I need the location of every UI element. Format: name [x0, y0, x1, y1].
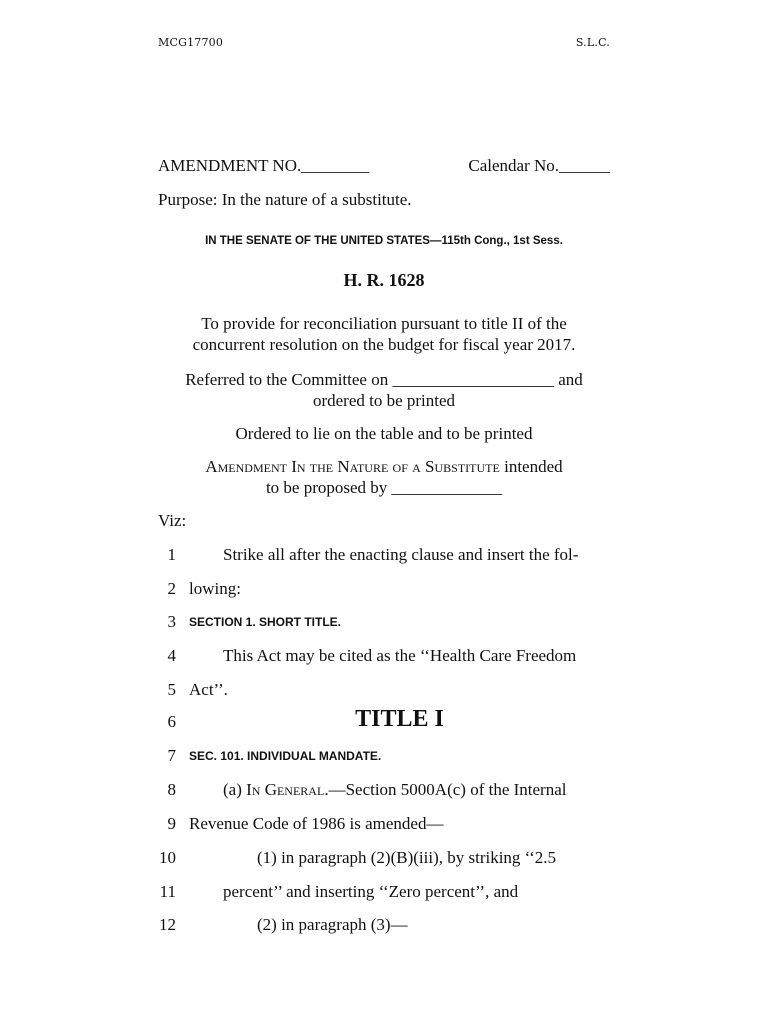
line-text: lowing: [189, 579, 241, 598]
line-number: 1 [167, 545, 176, 564]
description-line-1: To provide for reconciliation pursuant to title II of the [201, 314, 567, 333]
line-number: 10 [159, 848, 176, 867]
line-text: (2) in paragraph (3)— [257, 915, 408, 934]
line-text: percent’’ and inserting ‘‘Zero percent’’, and [223, 882, 519, 901]
referral [158, 369, 610, 411]
line-number: 4 [167, 646, 176, 665]
referral-line-1: Referred to the Committee on ___________________ and [185, 370, 583, 389]
substitute-amendment-note [158, 456, 610, 498]
ains-line-1 [158, 456, 610, 477]
ains-label: Amendment In the Nature of a Substitute [205, 457, 500, 476]
line-text [189, 780, 610, 800]
title-heading: TITLE I [355, 706, 444, 732]
line-number: 8 [167, 780, 176, 799]
bill-number: H. R. 1628 [343, 270, 425, 290]
line-number: 9 [167, 814, 176, 833]
line-number: 6 [167, 712, 176, 731]
subsection-heading: In General [246, 780, 325, 799]
ains-intended: intended [499, 457, 563, 476]
ains-line-2: to be proposed by _____________ [265, 478, 503, 497]
viz-label: Viz: [158, 511, 187, 530]
subsection-marker: (a) [223, 780, 247, 799]
line-text: Act’’. [189, 680, 228, 699]
senate-line: IN THE SENATE OF THE UNITED STATES—115th Cong., 1st Sess. [205, 235, 563, 247]
bill-description [158, 313, 610, 355]
initials: S.L.C. [575, 36, 610, 49]
line-number: 2 [167, 579, 176, 598]
line-text: (1) in paragraph (2)(B)(iii), by striking ‘‘2.5 [257, 848, 556, 867]
amendment-line [158, 156, 610, 176]
calendar-number: Calendar No.______ [468, 156, 610, 175]
referral-line-2: ordered to be printed [312, 391, 456, 410]
line-text: Strike all after the enacting clause and insert the fol- [223, 545, 579, 564]
line-text: This Act may be cited as the ‘‘Health Care Freedom [223, 646, 577, 665]
section-heading: SEC. 101. INDIVIDUAL MANDATE. [189, 749, 382, 763]
line-number: 3 [167, 612, 176, 631]
line-number: 12 [159, 915, 176, 934]
line-text: Revenue Code of 1986 is amended— [189, 814, 444, 833]
ordered-to-lie: Ordered to lie on the table and to be printed [235, 424, 533, 443]
purpose: Purpose: In the nature of a substitute. [158, 190, 412, 209]
subsection-text: .—Section 5000A(c) of the Internal [324, 780, 567, 799]
line-number: 7 [167, 746, 176, 765]
line-number: 5 [167, 680, 176, 699]
document-id: MCG17700 [158, 36, 224, 49]
description-line-2: concurrent resolution on the budget for fiscal year 2017. [192, 335, 576, 354]
amendment-number: AMENDMENT NO.________ [158, 156, 370, 175]
section-heading: SECTION 1. SHORT TITLE. [189, 615, 342, 629]
line-number: 11 [159, 882, 176, 901]
